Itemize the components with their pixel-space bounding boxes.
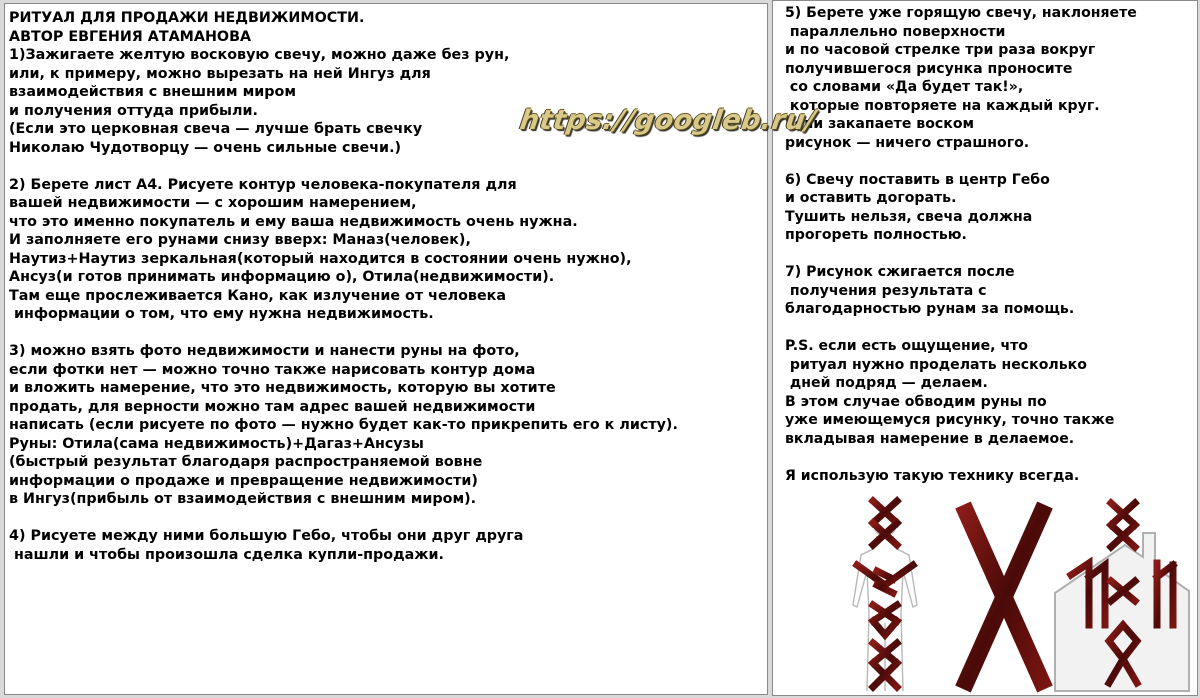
text-line: И заполняете его рунами снизу вверх: Маназ(человек),	[9, 232, 471, 248]
text-line: АВТОР ЕВГЕНИЯ АТАМАНОВА	[9, 28, 252, 45]
text-line: прогореть полностью.	[785, 227, 967, 243]
text-line: 5) Берете уже горящую свечу, наклоняете	[785, 5, 1137, 21]
text-line: со словами «Да будет так!»,	[785, 79, 1024, 95]
text-line	[9, 157, 678, 176]
text-line: уже имеющемуся рисунку, точно также	[785, 412, 1115, 428]
text-line: которые повторяете на каждый круг.	[785, 97, 1100, 114]
text-line: благодарностью рунам за помощь.	[785, 301, 1075, 317]
text-line: Тушить нельзя, свеча должна	[785, 208, 1033, 225]
text-line: Ансуз(и готов принимать информацию о), Отила(недвижимости).	[9, 269, 555, 285]
rune-illustration	[833, 493, 1193, 693]
text-line: рисунок — ничего страшного.	[785, 134, 1030, 151]
text-line: РИТУАЛ ДЛЯ ПРОДАЖИ НЕДВИЖИМОСТИ.	[9, 10, 365, 26]
left-column-text	[9, 9, 678, 564]
text-line: вкладывая намерение в делаемое.	[785, 430, 1075, 447]
text-line: Руны: Отила(сама недвижимость)+Дагаз+Ансузы	[9, 435, 424, 452]
text-line: Там еще прослеживается Кано, как излучение от человека	[9, 287, 507, 304]
text-line: и по часовой стрелке три раза вокруг	[785, 42, 1096, 58]
text-line: получения результата с	[785, 282, 987, 299]
text-line: что это именно покупатель и ему ваша недвижимость очень нужна.	[9, 213, 578, 230]
text-line	[9, 324, 678, 343]
text-line	[785, 245, 1137, 264]
house-runes	[1055, 501, 1189, 691]
watermark-url: https://googleb.ru/	[517, 105, 818, 136]
text-line: информации о продаже и превращение недвижимости)	[9, 472, 478, 489]
text-line	[785, 448, 1137, 467]
text-line: дней подряд — делаем.	[785, 375, 988, 391]
text-line: 1)Зажигаете желтую восковую свечу, можно даже без рун,	[9, 47, 510, 63]
text-line: Если закапаете воском	[785, 116, 975, 132]
text-line	[785, 152, 1137, 171]
text-line: информации о том, что ему нужна недвижимость.	[9, 306, 434, 322]
gebo-rune	[963, 505, 1045, 689]
human-figure-runes	[853, 501, 917, 691]
text-line: 6) Свечу поставить в центр Гебо	[785, 171, 1050, 188]
text-line: если фотки нет — можно точно также нарисовать контур дома	[9, 361, 536, 378]
text-line: вашей недвижимости — с хорошим намерением,	[9, 195, 417, 211]
text-line: P.S. если есть ощущение, что	[785, 338, 1028, 354]
text-line: Николаю Чудотворцу — очень сильные свечи.)	[9, 139, 402, 156]
text-line: 3) можно взять фото недвижимости и нанести руны на фото,	[9, 343, 520, 359]
text-line: параллельно поверхности	[785, 23, 1006, 40]
text-line: 4) Рисуете между ними большую Гебо, чтобы они друг друга	[9, 528, 524, 544]
right-column-text	[785, 4, 1137, 485]
text-line	[785, 319, 1137, 338]
text-line: (быстрый результат благодаря распространяемой вовне	[9, 454, 483, 470]
text-line: ритуал нужно проделать несколько	[785, 356, 1087, 373]
text-line: Я использую такую технику всегда.	[785, 467, 1080, 484]
text-line: 7) Рисунок сжигается после	[785, 264, 1015, 280]
text-line: и получения оттуда прибыли.	[9, 102, 258, 119]
text-line: продать, для верности можно там адрес вашей недвижимости	[9, 398, 536, 415]
text-line: или, к примеру, можно вырезать на ней Ингуз для	[9, 65, 431, 82]
text-line: в Ингуз(прибыль от взаимодействия с внешним миром).	[9, 491, 477, 507]
text-line: Наутиз+Наутиз зеркальная(который находится в состоянии очень нужно),	[9, 250, 632, 267]
text-line: взаимодействия с внешним миром	[9, 84, 297, 100]
text-line: получившегося рисунка проносите	[785, 60, 1073, 77]
text-line: написать (если рисуете по фото — нужно будет как-то прикрепить его к листу).	[9, 417, 678, 433]
text-line: нашли и чтобы произошла сделка купли-продажи.	[9, 546, 444, 563]
text-line: и оставить догорать.	[785, 190, 957, 206]
text-line: 2) Берете лист А4. Рисуете контур человека-покупателя для	[9, 176, 517, 193]
text-line: (Если это церковная свеча — лучше брать свечку	[9, 121, 423, 137]
text-line	[9, 509, 678, 528]
text-line: В этом случае обводим руны по	[785, 393, 1047, 410]
text-line: и вложить намерение, что это недвижимость, которую вы хотите	[9, 380, 556, 396]
